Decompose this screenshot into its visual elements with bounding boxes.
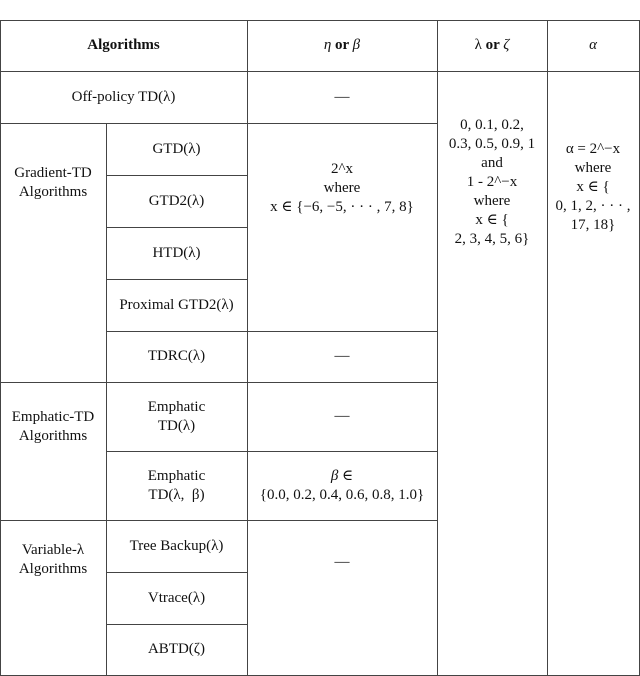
lambda-value-line: where: [473, 192, 511, 209]
row-gtd2: GTD2(λ): [148, 192, 205, 209]
lambda-value-line: and: [481, 154, 503, 171]
alpha-values: [547, 135, 639, 239]
row-htd: HTD(λ): [152, 244, 201, 261]
variable-eta: —: [334, 553, 350, 570]
or-label: or: [481, 37, 504, 53]
col-rule: [437, 20, 438, 676]
row-proximal-gtd2: Proximal GTD2(λ): [119, 296, 234, 313]
lambda-value-line: 2, 3, 4, 5, 6}: [454, 230, 530, 247]
header-algorithms: Algorithms: [87, 37, 160, 53]
header-alpha: α: [589, 37, 597, 53]
row-label: Emphatic TD(λ, β): [147, 467, 209, 503]
alpha-value-line: where: [574, 159, 612, 176]
zeta-symbol: ζ: [503, 37, 510, 53]
row-label: Emphatic TD(λ): [147, 398, 206, 434]
header-lambda-zeta: [437, 20, 547, 71]
beta-line: β ∈: [330, 467, 354, 484]
eta-line: x ∈ {−6, −5, · · · , 7, 8}: [270, 198, 414, 215]
beta-line: {0.0, 0.2, 0.4, 0.6, 0.8, 1.0}: [259, 486, 425, 503]
group-variable-lambda: [0, 520, 106, 600]
gradient-eta-values: [247, 123, 437, 253]
row-abtd: ABTD(ζ): [147, 641, 206, 657]
alpha-value-line: 0, 1, 2, · · · ,: [555, 197, 631, 214]
beta-symbol: β: [352, 37, 361, 53]
lambda-value-line: 0.3, 0.5, 0.9, 1: [448, 135, 536, 152]
group-gradient-td: [0, 123, 106, 243]
alpha-value-line: 17, 18}: [570, 216, 616, 233]
alpha-value-line: x ∈ {: [576, 178, 610, 195]
row-tdrc-eta: —: [334, 348, 350, 364]
group-emphatic-td: [0, 382, 106, 472]
group-label: Variable-λ Algorithms: [18, 542, 88, 577]
col-rule: [547, 20, 548, 676]
alpha-value-line: α = 2^−x: [565, 140, 621, 157]
row-tree-backup: Tree Backup(λ): [129, 537, 224, 554]
row-offpolicy-eta: —: [334, 88, 350, 105]
row-emphatic-td: [106, 382, 247, 451]
row-emphatic-td-eta: —: [334, 408, 350, 424]
lambda-value-line: x ∈ {: [475, 211, 509, 228]
or-label: or: [331, 37, 353, 53]
row-vtrace: Vtrace(λ): [147, 589, 206, 606]
lambda-symbol: λ: [474, 37, 482, 53]
row-emphatic-td-beta: [106, 451, 247, 520]
row-offpolicy-name: Off-policy TD(λ): [71, 88, 176, 105]
eta-line: 2^x: [330, 160, 354, 177]
row-gtd: GTD(λ): [152, 140, 201, 157]
row-tdrc: TDRC(λ): [147, 348, 206, 364]
group-label: Gradient-TD Algorithms: [14, 165, 92, 200]
header-eta-beta: [247, 20, 437, 71]
lambda-value-line: 1 - 2^−x: [466, 173, 518, 190]
eta-line: where: [323, 179, 361, 196]
row-emphatic-td-beta-eta: [247, 451, 437, 520]
lambda-values: [437, 116, 547, 247]
eta-symbol: η: [323, 37, 332, 53]
lambda-value-line: 0, 0.1, 0.2,: [460, 116, 524, 133]
group-label: Emphatic-TD Algorithms: [11, 409, 95, 444]
